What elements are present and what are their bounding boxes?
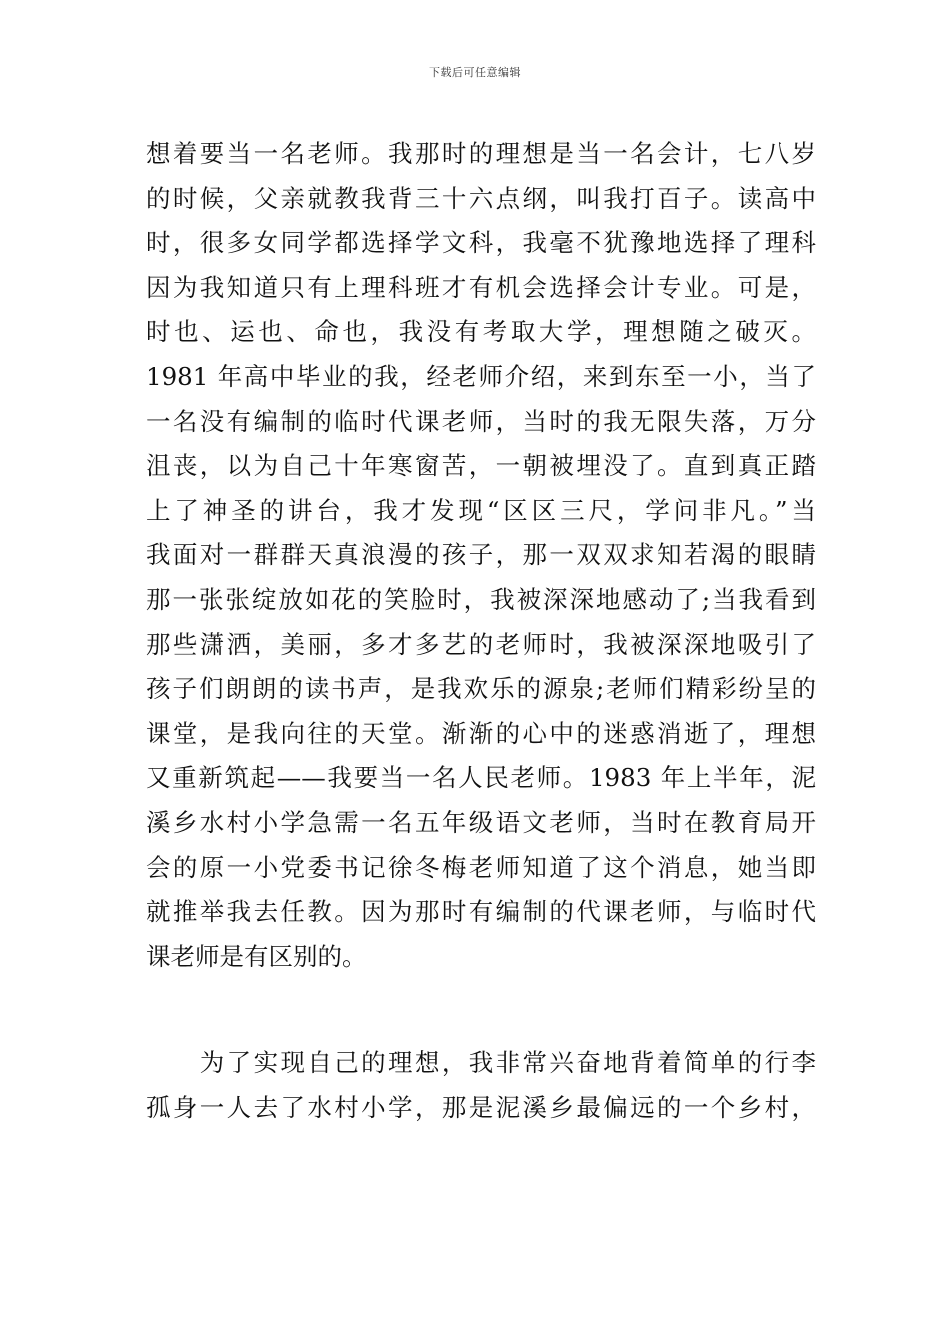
paragraph-2 <box>146 1041 816 1130</box>
body-text <box>146 132 816 1130</box>
text-line: 孩子们朗朗的读书声，是我欢乐的源泉;老师们精彩纷呈的 <box>146 674 816 704</box>
text-line: 的时候，父亲就教我背三十六点纲，叫我打百子。读高中 <box>146 183 816 213</box>
text-line: 我面对一群群天真浪漫的孩子，那一双双求知若渴的眼睛 <box>146 540 816 570</box>
text-line: 时也、运也、命也，我没有考取大学，理想随之破灭。 <box>146 317 816 347</box>
paragraph-gap <box>146 979 816 1041</box>
text-line-last: 课老师是有区别的。 <box>146 941 367 971</box>
text-line: 那些潇洒，美丽，多才多艺的老师时，我被深深地吸引了 <box>146 629 816 659</box>
text-line: 又重新筑起——我要当一名人民老师。1983 年上半年，泥 <box>146 763 816 793</box>
text-line: 上了神圣的讲台，我才发现“区区三尺，学问非凡。”当 <box>146 495 816 525</box>
text-line: 想着要当一名老师。我那时的理想是当一名会计，七八岁 <box>146 139 816 168</box>
text-line: 溪乡水村小学急需一名五年级语文老师，当时在教育局开 <box>146 807 816 837</box>
text-line: 孤身一人去了水村小学，那是泥溪乡最偏远的一个乡村， <box>146 1092 816 1122</box>
text-line: 沮丧，以为自己十年寒窗苦，一朝被埋没了。直到真正踏 <box>146 451 816 481</box>
text-line: 会的原一小党委书记徐冬梅老师知道了这个消息，她当即 <box>146 852 816 882</box>
text-line: 一名没有编制的临时代课老师，当时的我无限失落，万分 <box>146 406 816 436</box>
text-line: 为了实现自己的理想，我非常兴奋地背着简单的行李 <box>146 1048 816 1078</box>
text-line: 课堂，是我向往的天堂。渐渐的心中的迷惑消逝了，理想 <box>146 718 816 748</box>
text-line: 1981 年高中毕业的我，经老师介绍，来到东至一小，当了 <box>146 361 816 391</box>
text-line: 就推举我去任教。因为那时有编制的代课老师，与临时代 <box>146 897 816 927</box>
text-line: 那一张张绽放如花的笑脸时，我被深深地感动了;当我看到 <box>146 584 816 614</box>
text-line: 因为我知道只有上理科班才有机会选择会计专业。可是， <box>146 272 816 302</box>
paragraph-1 <box>146 132 816 979</box>
page-header-note: 下载后可任意编辑 <box>429 66 521 79</box>
text-line: 时，很多女同学都选择学文科，我毫不犹豫地选择了理科 <box>146 228 816 258</box>
